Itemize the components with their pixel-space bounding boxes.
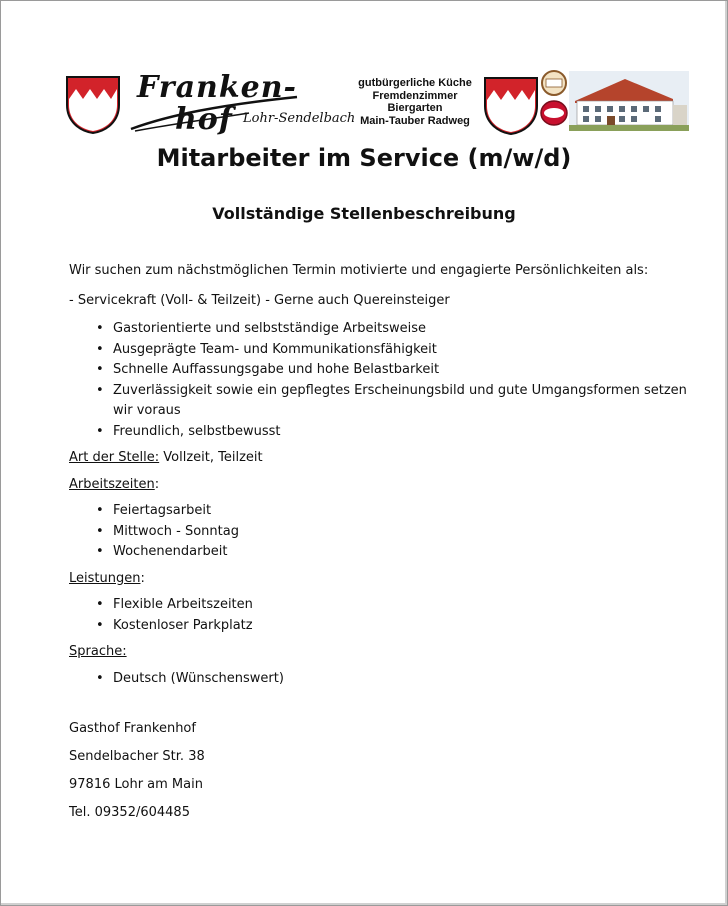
language-label: Sprache: [69, 644, 127, 659]
working-hours-heading [69, 475, 689, 496]
contact-name: Gasthof Frankenhof [69, 721, 196, 736]
job-type-label: Art der Stelle: [69, 450, 160, 465]
gasthof-building-photo-icon [569, 71, 689, 131]
job-type-row [69, 448, 689, 469]
list-item: • Mittwoch - Sonntag [113, 522, 689, 543]
working-hours-label: Arbeitszeiten [69, 476, 155, 492]
benefits-list [69, 595, 689, 636]
contact-city: 97816 Lohr am Main [69, 777, 203, 792]
tagline-line: Fremdenzimmer [372, 89, 458, 102]
logo-line-2: hof [175, 102, 233, 137]
job-description [69, 261, 689, 827]
contact-block [69, 715, 689, 827]
role-text: - Servicekraft (Voll- & Teilzeit) - Gerne auch Quereinsteiger [69, 292, 450, 308]
benefits-label: Leistungen [69, 570, 141, 586]
list-item: • Kostenloser Parkplatz [113, 616, 689, 637]
contact-street: Sendelbacher Str. 38 [69, 749, 205, 764]
franconian-rake-crest-icon [483, 76, 539, 136]
list-item: • Deutsch (Wünschenswert) [113, 669, 689, 690]
logo-place-name: Lohr-Sendelbach [243, 111, 356, 126]
list-item: • Flexible Arbeitszeiten [113, 595, 689, 616]
job-subtitle: Vollständige Stellenbeschreibung [212, 204, 516, 223]
language-heading [69, 642, 689, 663]
benefits-heading [69, 569, 689, 590]
header-banner [65, 67, 689, 139]
list-item: • Schnelle Auffassungsgabe und hohe Belastbarkeit [113, 360, 689, 381]
contact-phone: Tel. 09352/604485 [69, 805, 190, 820]
tagline [349, 77, 481, 127]
list-item: • Gastorientierte und selbstständige Arbeitsweise [113, 319, 689, 340]
tagline-line: Biergarten [387, 102, 443, 114]
intro-text: Wir suchen zum nächstmöglichen Termin motivierte und engagierte Persönlichkeiten als: [69, 263, 649, 278]
list-item: • Zuverlässigkeit sowie ein gepflegtes Erscheinungsbild und gute Umgangsformen setzen wir voraus [113, 381, 689, 422]
logo-line-1: Franken- [137, 70, 297, 105]
tagline-line: Main-Tauber Radweg [360, 114, 470, 127]
brewery-logos-icon [539, 69, 569, 131]
benefits-suffix: : [140, 570, 145, 586]
tagline-line: gutbürgerliche Küche [358, 77, 472, 89]
list-item: • Freundlich, selbstbewusst [113, 422, 689, 443]
list-item: • Wochenendarbeit [113, 542, 689, 563]
requirements-list [69, 319, 689, 442]
list-item: • Feiertagsarbeit [113, 501, 689, 522]
working-hours-list [69, 501, 689, 563]
working-hours-suffix: : [154, 476, 160, 492]
job-type-value: Vollzeit, Teilzeit [159, 450, 263, 465]
franconian-rake-crest-icon [65, 75, 121, 135]
job-title: Mitarbeiter im Service (m/w/d) [156, 144, 572, 172]
language-list [69, 669, 689, 690]
list-item: • Ausgeprägte Team- und Kommunikationsfähigkeit [113, 340, 689, 361]
